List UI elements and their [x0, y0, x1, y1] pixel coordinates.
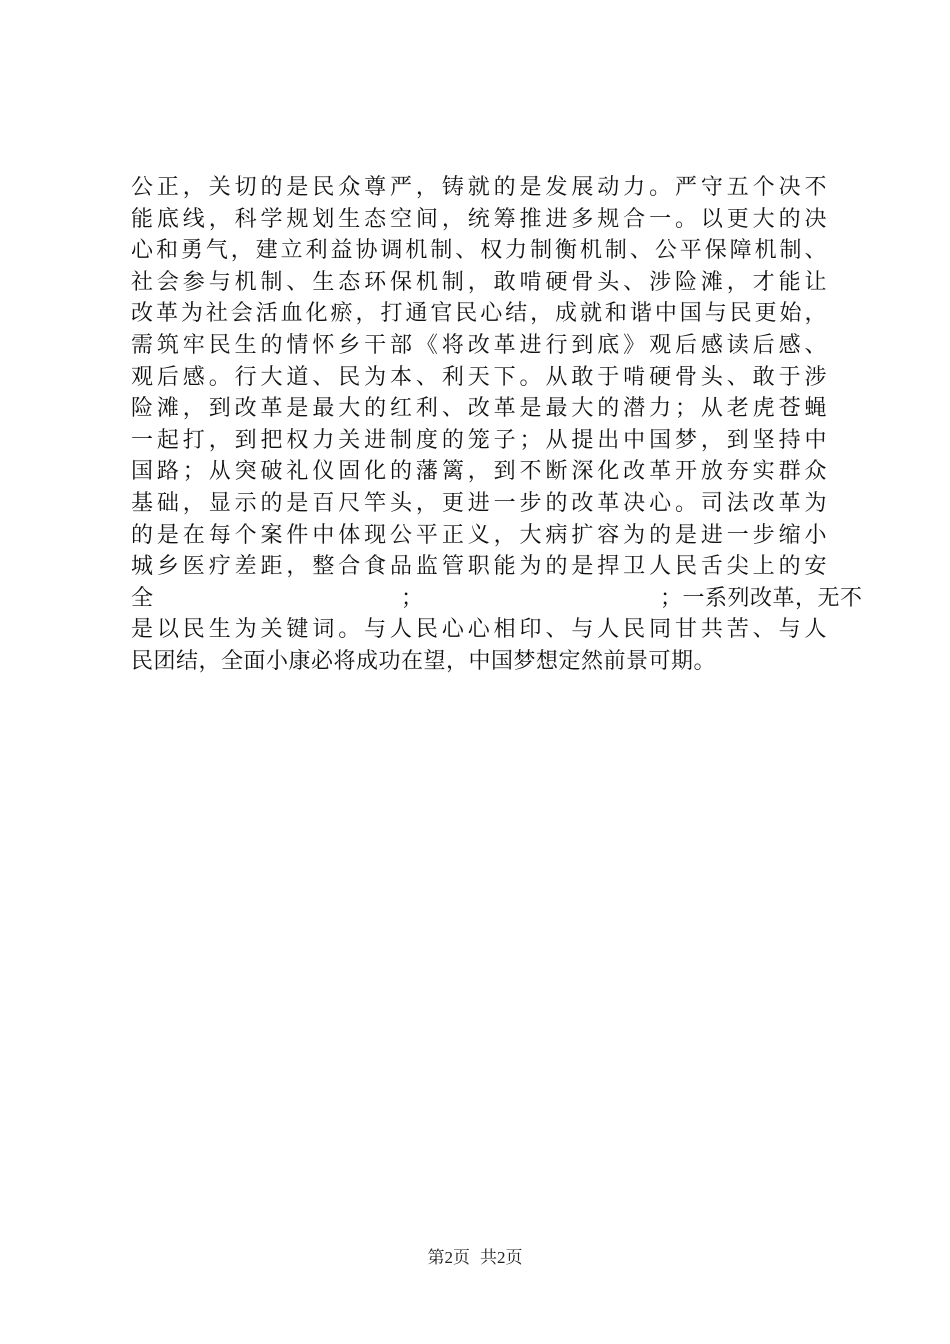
text-line: 民团结，全面小康必将成功在望，中国梦想定然前景可期。 [131, 648, 717, 674]
text-line: 全 ； ；一系列改革，无不 [131, 585, 863, 611]
text-line: 社会参与机制、生态环保机制，敢啃硬骨头、涉险滩，才能让 [131, 269, 827, 295]
text-line: 的是在每个案件中体现公平正义，大病扩容为的是进一步缩小 [131, 522, 827, 548]
text-line: 能底线，科学规划生态空间，统筹推进多规合一。以更大的决 [131, 206, 827, 232]
text-line: 基础，显示的是百尺竿头，更进一步的改革决心。司法改革为 [131, 490, 827, 516]
text-line: 改革为社会活血化瘀，打通官民心结，成就和谐中国与民更始， [131, 301, 827, 327]
text-line: 险滩，到改革是最大的红利、改革是最大的潜力；从老虎苍蝇 [131, 396, 827, 422]
text-line: 国路；从突破礼仪固化的藩篱，到不断深化改革开放夯实群众 [131, 459, 827, 485]
text-line: 城乡医疗差距，整合食品监管职能为的是捍卫人民舌尖上的安 [131, 554, 827, 580]
page-footer [0, 1247, 950, 1269]
page-total: 共2页 [480, 1248, 523, 1267]
text-line: 公正，关切的是民众尊严，铸就的是发展动力。严守五个决不 [131, 175, 827, 200]
page-number: 第2页 [427, 1248, 470, 1267]
text-line: 是以民生为关键词。与人民心心相印、与人民同甘共苦、与人 [131, 617, 827, 643]
text-line: 一起打，到把权力关进制度的笼子；从提出中国梦，到坚持中 [131, 427, 827, 453]
body-paragraph [131, 172, 863, 678]
text-line: 心和勇气，建立利益协调机制、权力制衡机制、公平保障机制、 [131, 238, 827, 264]
text-line: 观后感。行大道、民为本、利天下。从敢于啃硬骨头、敢于涉 [131, 364, 827, 390]
text-line: 需筑牢民生的情怀乡干部《将改革进行到底》观后感读后感、 [131, 332, 827, 358]
